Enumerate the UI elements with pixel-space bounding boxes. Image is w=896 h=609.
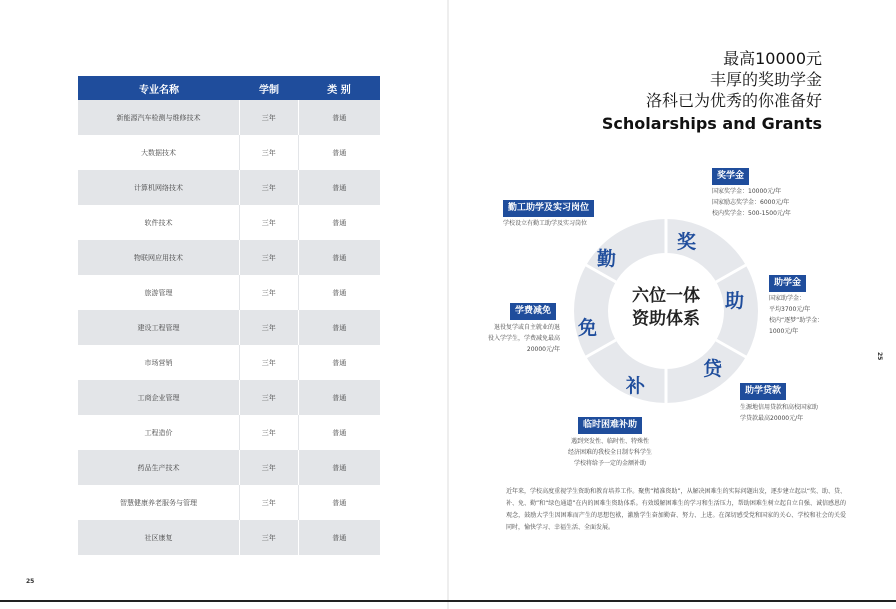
cell-duration: 三年 [240, 275, 299, 310]
ring-label-bu: 补 [626, 375, 646, 397]
note-line: 国家励志奖学金：6000元/年 [712, 199, 790, 206]
headline-line3: 洛科已为优秀的你准备好 [645, 91, 822, 110]
cell-category: 普通 [332, 533, 347, 542]
ring-label-qin: 勤 [597, 248, 617, 270]
cell-major: 工商企业管理 [78, 380, 240, 415]
note-line: 20000元/年 [526, 346, 560, 353]
cell-duration: 三年 [240, 170, 299, 205]
page-number-left: 25 [26, 578, 35, 585]
cell-duration: 三年 [240, 520, 299, 555]
cell-major: 新能源汽车检测与维修技术 [78, 100, 240, 135]
headline-line2: 丰厚的奖助学金 [709, 70, 822, 89]
page-number-right: 25 [876, 352, 883, 361]
cell-duration: 三年 [240, 205, 299, 240]
cell-duration: 三年 [240, 450, 299, 485]
intro-paragraph: 近年来，学校高度重视学生资助和教育培养工作。聚焦“精准资助”，从解决困难生的实际问题出发，逐步建立起以“奖、助、贷、补、免、勤”和“绿色通道”在内的困难生资助体系。有效缓解困难生的学习和生活压力，帮助困难生树立起自立自强、诚信感恩的观念，鼓励大学生因困难而产生的思想包袱，激励学生奋加勤奋、努力、上进。在深切感受党和国家的关心、学校和社会的关爱同时，愉快学习、幸福生活、全面发展。 [506, 488, 846, 531]
cell-category: 普通 [332, 183, 347, 192]
ring-label-jiang: 奖 [677, 231, 697, 253]
note-line: 役入学学生，学费减免最高 [487, 335, 560, 342]
cell-major: 建设工程管理 [78, 310, 240, 345]
note-work-study [503, 218, 587, 229]
cell-major: 智慧健康养老服务与管理 [78, 485, 240, 520]
headline-line1: 最高10000元 [723, 49, 822, 68]
cell-duration: 三年 [240, 100, 299, 135]
note-line: 遇到突发性、临时性、特殊性 [570, 438, 649, 445]
note-line: 退役复学或自主就业的退 [493, 324, 560, 331]
center-line2: 资助体系 [632, 309, 700, 329]
note-line: 国家助学金： [769, 295, 806, 302]
tag-student-loan: 助学贷款 [740, 383, 786, 400]
note-line: 校内奖学金：500-1500元/年 [712, 210, 791, 217]
cell-major: 药品生产技术 [78, 450, 240, 485]
cell-duration: 三年 [240, 135, 299, 170]
bottom-rule [0, 600, 896, 602]
tag-emergency-aid: 临时困难补助 [578, 417, 642, 434]
cell-major: 软件技术 [78, 205, 240, 240]
ring-label-zhu: 助 [725, 290, 745, 312]
note-line: 校内“逐梦”助学金： [769, 317, 824, 324]
cell-category: 普通 [332, 428, 347, 437]
note-tuition-waiver [488, 322, 560, 355]
cell-major: 社区康复 [78, 520, 240, 555]
ring-center-text [609, 285, 723, 331]
tag-work-study: 勤工助学及实习岗位 [503, 200, 594, 217]
cell-major: 物联网应用技术 [78, 240, 240, 275]
cell-major: 计算机网络技术 [78, 170, 240, 205]
cell-major: 大数据技术 [78, 135, 240, 170]
note-line: 经济困难的我校全日制专科学生 [567, 449, 652, 456]
cell-duration: 三年 [240, 415, 299, 450]
note-line: 学校将给予一定的金额补助 [573, 460, 646, 467]
cell-duration: 三年 [240, 485, 299, 520]
cell-duration: 三年 [240, 345, 299, 380]
center-line1: 六位一体 [632, 286, 700, 306]
cell-category: 普通 [332, 253, 347, 262]
ring-label-dai: 贷 [703, 358, 723, 380]
headline-english: Scholarships and Grants [601, 114, 822, 133]
cell-category: 普通 [332, 113, 347, 122]
cell-category: 普通 [332, 463, 347, 472]
cell-major: 工程造价 [78, 415, 240, 450]
note-scholarship [712, 186, 791, 219]
note-emergency-aid [548, 436, 672, 469]
cell-category: 普通 [332, 358, 347, 367]
tag-tuition-waiver: 学费减免 [510, 303, 556, 320]
header-major: 专业名称 [139, 84, 179, 96]
note-line: 平均3700元/年 [769, 306, 811, 313]
cell-major: 市场营销 [78, 345, 240, 380]
note-line: 国家奖学金：10000元/年 [712, 188, 782, 195]
cell-category: 普通 [332, 393, 347, 402]
note-grant [769, 293, 823, 337]
cell-duration: 三年 [240, 380, 299, 415]
tag-scholarship: 奖学金 [712, 168, 749, 185]
header-category: 类 别 [327, 84, 351, 96]
cell-category: 普通 [332, 498, 347, 507]
header-duration: 学制 [259, 84, 279, 96]
cell-category: 普通 [332, 218, 347, 227]
ring-label-mian: 免 [578, 317, 598, 339]
tag-grant: 助学金 [769, 275, 806, 292]
note-line: 学贷款最高20000元/年 [740, 415, 804, 422]
note-line: 1000元/年 [769, 328, 799, 335]
note-student-loan [740, 402, 818, 424]
cell-duration: 三年 [240, 310, 299, 345]
cell-category: 普通 [332, 323, 347, 332]
cell-major: 旅游管理 [78, 275, 240, 310]
cell-category: 普通 [332, 288, 347, 297]
note-line: 学校设立有勤工助学及实习岗位 [503, 220, 588, 227]
cell-duration: 三年 [240, 240, 299, 275]
note-line: 生源地信用贷款和高校国家助 [740, 404, 819, 411]
cell-category: 普通 [332, 148, 347, 157]
